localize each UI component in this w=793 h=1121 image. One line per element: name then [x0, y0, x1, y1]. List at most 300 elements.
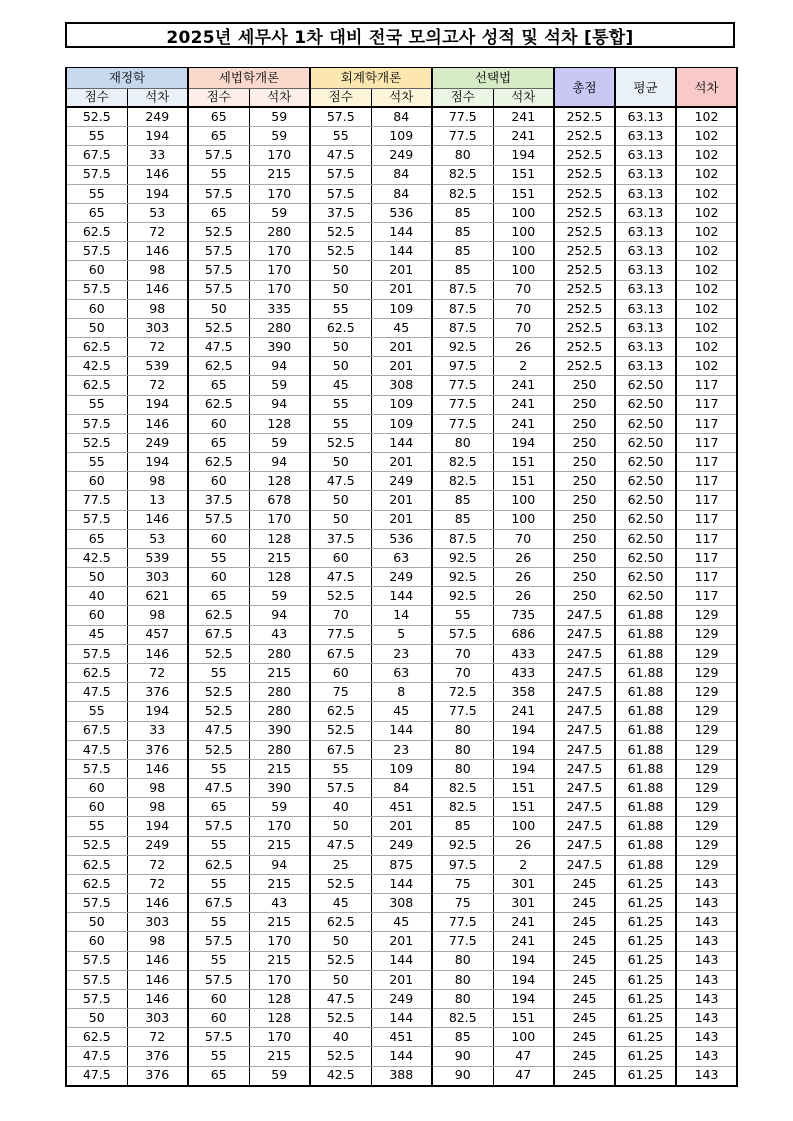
cell-accounting-score: 52.5: [310, 242, 371, 261]
cell-accounting-rank: 45: [371, 318, 432, 337]
cell-tax-law-rank: 390: [249, 338, 310, 357]
cell-elective-score: 90: [432, 1047, 493, 1066]
cell-tax-law-rank: 128: [249, 989, 310, 1008]
cell-public-finance-score: 57.5: [66, 242, 127, 261]
cell-public-finance-rank: 303: [127, 318, 188, 337]
cell-total-score: 247.5: [554, 836, 615, 855]
cell-average-score: 63.13: [615, 184, 676, 203]
cell-accounting-rank: 14: [371, 606, 432, 625]
subject-header-tax-law: 세법학개론: [188, 68, 310, 89]
cell-tax-law-score: 57.5: [188, 261, 249, 280]
cell-tax-law-score: 52.5: [188, 318, 249, 337]
cell-accounting-score: 55: [310, 395, 371, 414]
cell-overall-rank: 143: [676, 874, 737, 893]
cell-tax-law-rank: 59: [249, 433, 310, 452]
cell-tax-law-rank: 390: [249, 721, 310, 740]
cell-total-score: 250: [554, 414, 615, 433]
cell-average-score: 61.88: [615, 702, 676, 721]
cell-average-score: 61.88: [615, 740, 676, 759]
cell-average-score: 61.88: [615, 779, 676, 798]
cell-tax-law-rank: 215: [249, 836, 310, 855]
cell-public-finance-score: 60: [66, 299, 127, 318]
cell-total-score: 247.5: [554, 606, 615, 625]
cell-accounting-rank: 84: [371, 779, 432, 798]
cell-elective-rank: 100: [493, 242, 554, 261]
cell-public-finance-rank: 249: [127, 836, 188, 855]
cell-elective-rank: 151: [493, 798, 554, 817]
cell-elective-rank: 100: [493, 1028, 554, 1047]
cell-public-finance-rank: 146: [127, 759, 188, 778]
table-row: [66, 548, 737, 567]
cell-total-score: 250: [554, 510, 615, 529]
table-row: [66, 472, 737, 491]
score-subheader: 점수: [310, 89, 371, 108]
cell-public-finance-rank: 249: [127, 433, 188, 452]
cell-overall-rank: 117: [676, 376, 737, 395]
cell-tax-law-rank: 128: [249, 1009, 310, 1028]
cell-tax-law-score: 47.5: [188, 721, 249, 740]
cell-elective-rank: 735: [493, 606, 554, 625]
cell-average-score: 62.50: [615, 568, 676, 587]
cell-accounting-rank: 109: [371, 299, 432, 318]
cell-public-finance-score: 57.5: [66, 165, 127, 184]
cell-accounting-score: 50: [310, 453, 371, 472]
cell-elective-rank: 194: [493, 721, 554, 740]
cell-tax-law-score: 52.5: [188, 683, 249, 702]
cell-tax-law-score: 52.5: [188, 644, 249, 663]
cell-total-score: 252.5: [554, 299, 615, 318]
cell-public-finance-score: 52.5: [66, 433, 127, 452]
cell-accounting-score: 50: [310, 261, 371, 280]
cell-elective-score: 80: [432, 433, 493, 452]
cell-accounting-score: 67.5: [310, 644, 371, 663]
cell-tax-law-score: 67.5: [188, 894, 249, 913]
cell-tax-law-rank: 94: [249, 606, 310, 625]
cell-overall-rank: 117: [676, 491, 737, 510]
cell-tax-law-rank: 170: [249, 1028, 310, 1047]
cell-elective-rank: 194: [493, 970, 554, 989]
cell-tax-law-score: 60: [188, 568, 249, 587]
cell-public-finance-rank: 303: [127, 1009, 188, 1028]
cell-public-finance-score: 67.5: [66, 721, 127, 740]
cell-elective-rank: 151: [493, 779, 554, 798]
cell-overall-rank: 102: [676, 184, 737, 203]
cell-public-finance-rank: 146: [127, 510, 188, 529]
cell-accounting-score: 62.5: [310, 702, 371, 721]
cell-public-finance-rank: 194: [127, 184, 188, 203]
cell-public-finance-rank: 33: [127, 146, 188, 165]
cell-elective-rank: 241: [493, 395, 554, 414]
cell-elective-rank: 433: [493, 644, 554, 663]
cell-public-finance-score: 47.5: [66, 1066, 127, 1086]
cell-elective-rank: 26: [493, 548, 554, 567]
table-row: [66, 299, 737, 318]
cell-accounting-score: 57.5: [310, 107, 371, 127]
cell-total-score: 252.5: [554, 165, 615, 184]
cell-public-finance-rank: 539: [127, 357, 188, 376]
cell-accounting-rank: 201: [371, 817, 432, 836]
cell-elective-rank: 241: [493, 127, 554, 146]
cell-elective-score: 85: [432, 203, 493, 222]
cell-average-score: 61.88: [615, 625, 676, 644]
cell-tax-law-rank: 94: [249, 453, 310, 472]
cell-accounting-score: 62.5: [310, 913, 371, 932]
cell-accounting-score: 47.5: [310, 568, 371, 587]
cell-public-finance-rank: 194: [127, 127, 188, 146]
cell-overall-rank: 129: [676, 702, 737, 721]
cell-accounting-score: 52.5: [310, 223, 371, 242]
cell-accounting-rank: 144: [371, 587, 432, 606]
cell-average-score: 63.13: [615, 338, 676, 357]
cell-accounting-score: 50: [310, 932, 371, 951]
cell-tax-law-rank: 390: [249, 779, 310, 798]
cell-total-score: 247.5: [554, 702, 615, 721]
cell-accounting-rank: 63: [371, 663, 432, 682]
cell-average-score: 63.13: [615, 318, 676, 337]
cell-total-score: 250: [554, 433, 615, 452]
cell-public-finance-score: 55: [66, 702, 127, 721]
cell-total-score: 247.5: [554, 683, 615, 702]
cell-accounting-score: 55: [310, 414, 371, 433]
cell-elective-score: 77.5: [432, 376, 493, 395]
cell-average-score: 62.50: [615, 414, 676, 433]
cell-tax-law-rank: 215: [249, 663, 310, 682]
cell-tax-law-rank: 59: [249, 587, 310, 606]
cell-accounting-score: 57.5: [310, 165, 371, 184]
table-row: [66, 529, 737, 548]
cell-tax-law-score: 65: [188, 203, 249, 222]
cell-public-finance-rank: 72: [127, 1028, 188, 1047]
table-row: [66, 338, 737, 357]
cell-accounting-score: 47.5: [310, 989, 371, 1008]
cell-average-score: 62.50: [615, 395, 676, 414]
cell-public-finance-rank: 13: [127, 491, 188, 510]
cell-public-finance-rank: 457: [127, 625, 188, 644]
cell-public-finance-rank: 621: [127, 587, 188, 606]
cell-public-finance-rank: 303: [127, 913, 188, 932]
cell-public-finance-score: 60: [66, 261, 127, 280]
cell-elective-rank: 686: [493, 625, 554, 644]
cell-accounting-score: 37.5: [310, 203, 371, 222]
cell-tax-law-score: 62.5: [188, 855, 249, 874]
cell-overall-rank: 102: [676, 146, 737, 165]
cell-elective-score: 80: [432, 970, 493, 989]
cell-elective-score: 82.5: [432, 453, 493, 472]
cell-accounting-rank: 144: [371, 223, 432, 242]
cell-accounting-score: 45: [310, 894, 371, 913]
cell-public-finance-rank: 194: [127, 702, 188, 721]
table-row: [66, 357, 737, 376]
cell-accounting-rank: 201: [371, 970, 432, 989]
table-row: [66, 913, 737, 932]
cell-accounting-score: 75: [310, 683, 371, 702]
cell-accounting-rank: 201: [371, 357, 432, 376]
cell-elective-rank: 151: [493, 472, 554, 491]
cell-accounting-rank: 201: [371, 280, 432, 299]
table-row: [66, 606, 737, 625]
cell-public-finance-score: 50: [66, 913, 127, 932]
cell-elective-score: 77.5: [432, 127, 493, 146]
cell-elective-score: 80: [432, 759, 493, 778]
cell-tax-law-rank: 215: [249, 759, 310, 778]
cell-overall-rank: 129: [676, 740, 737, 759]
cell-overall-rank: 143: [676, 913, 737, 932]
cell-overall-rank: 129: [676, 855, 737, 874]
cell-public-finance-rank: 98: [127, 261, 188, 280]
cell-public-finance-score: 40: [66, 587, 127, 606]
cell-public-finance-score: 47.5: [66, 1047, 127, 1066]
cell-average-score: 62.50: [615, 453, 676, 472]
cell-elective-rank: 26: [493, 338, 554, 357]
cell-tax-law-score: 62.5: [188, 606, 249, 625]
cell-tax-law-score: 65: [188, 376, 249, 395]
cell-elective-rank: 2: [493, 855, 554, 874]
cell-total-score: 252.5: [554, 318, 615, 337]
cell-accounting-rank: 63: [371, 548, 432, 567]
cell-accounting-score: 47.5: [310, 146, 371, 165]
page-title: 2025년 세무사 1차 대비 전국 모의고사 성적 및 석차 [통합]: [65, 22, 735, 48]
cell-tax-law-rank: 59: [249, 127, 310, 146]
cell-accounting-score: 40: [310, 1028, 371, 1047]
table-row: [66, 951, 737, 970]
cell-average-score: 61.25: [615, 951, 676, 970]
cell-tax-law-rank: 43: [249, 894, 310, 913]
table-row: [66, 433, 737, 452]
cell-elective-rank: 100: [493, 203, 554, 222]
cell-elective-score: 80: [432, 951, 493, 970]
cell-overall-rank: 117: [676, 548, 737, 567]
cell-tax-law-rank: 128: [249, 568, 310, 587]
cell-public-finance-rank: 98: [127, 472, 188, 491]
cell-public-finance-score: 50: [66, 1009, 127, 1028]
cell-elective-score: 57.5: [432, 625, 493, 644]
cell-average-score: 61.25: [615, 1047, 676, 1066]
cell-overall-rank: 117: [676, 568, 737, 587]
table-row: [66, 280, 737, 299]
cell-elective-rank: 241: [493, 376, 554, 395]
cell-tax-law-rank: 170: [249, 261, 310, 280]
table-row: [66, 644, 737, 663]
cell-tax-law-score: 57.5: [188, 242, 249, 261]
cell-total-score: 245: [554, 932, 615, 951]
cell-tax-law-score: 57.5: [188, 184, 249, 203]
cell-accounting-rank: 201: [371, 491, 432, 510]
cell-public-finance-rank: 33: [127, 721, 188, 740]
cell-tax-law-score: 60: [188, 472, 249, 491]
cell-public-finance-score: 60: [66, 472, 127, 491]
table-row: [66, 721, 737, 740]
cell-average-score: 63.13: [615, 223, 676, 242]
cell-accounting-score: 47.5: [310, 472, 371, 491]
cell-accounting-rank: 201: [371, 453, 432, 472]
cell-public-finance-score: 57.5: [66, 989, 127, 1008]
cell-total-score: 250: [554, 376, 615, 395]
cell-accounting-rank: 249: [371, 472, 432, 491]
cell-tax-law-score: 62.5: [188, 395, 249, 414]
cell-average-score: 63.13: [615, 107, 676, 127]
cell-average-score: 62.50: [615, 472, 676, 491]
cell-accounting-score: 55: [310, 299, 371, 318]
cell-average-score: 61.25: [615, 1028, 676, 1047]
cell-public-finance-score: 65: [66, 529, 127, 548]
cell-elective-score: 85: [432, 491, 493, 510]
cell-elective-score: 85: [432, 223, 493, 242]
cell-tax-law-score: 57.5: [188, 146, 249, 165]
table-row: [66, 491, 737, 510]
table-row: [66, 146, 737, 165]
cell-elective-score: 82.5: [432, 1009, 493, 1028]
cell-average-score: 61.88: [615, 721, 676, 740]
cell-average-score: 61.25: [615, 970, 676, 989]
cell-public-finance-rank: 376: [127, 740, 188, 759]
table-row: [66, 779, 737, 798]
cell-total-score: 247.5: [554, 740, 615, 759]
cell-elective-rank: 433: [493, 663, 554, 682]
cell-elective-rank: 26: [493, 568, 554, 587]
cell-tax-law-score: 62.5: [188, 453, 249, 472]
cell-elective-rank: 301: [493, 894, 554, 913]
average-header: 평균: [615, 68, 676, 108]
cell-elective-rank: 70: [493, 529, 554, 548]
cell-total-score: 250: [554, 587, 615, 606]
table-row: [66, 1028, 737, 1047]
cell-elective-rank: 241: [493, 932, 554, 951]
cell-accounting-rank: 201: [371, 338, 432, 357]
table-row: [66, 1009, 737, 1028]
cell-overall-rank: 143: [676, 1047, 737, 1066]
cell-elective-score: 77.5: [432, 913, 493, 932]
cell-tax-law-rank: 280: [249, 683, 310, 702]
cell-tax-law-rank: 335: [249, 299, 310, 318]
cell-overall-rank: 143: [676, 970, 737, 989]
cell-elective-rank: 194: [493, 433, 554, 452]
cell-public-finance-score: 57.5: [66, 951, 127, 970]
cell-tax-law-score: 52.5: [188, 702, 249, 721]
cell-overall-rank: 117: [676, 587, 737, 606]
cell-tax-law-score: 55: [188, 759, 249, 778]
cell-elective-rank: 241: [493, 107, 554, 127]
cell-elective-score: 87.5: [432, 318, 493, 337]
header-row-subjects: [66, 68, 737, 89]
cell-total-score: 252.5: [554, 184, 615, 203]
cell-tax-law-rank: 94: [249, 357, 310, 376]
cell-tax-law-score: 65: [188, 433, 249, 452]
cell-tax-law-rank: 215: [249, 165, 310, 184]
cell-total-score: 250: [554, 548, 615, 567]
cell-total-score: 250: [554, 568, 615, 587]
cell-public-finance-rank: 72: [127, 663, 188, 682]
cell-tax-law-rank: 170: [249, 242, 310, 261]
cell-average-score: 63.13: [615, 280, 676, 299]
cell-elective-score: 87.5: [432, 280, 493, 299]
cell-public-finance-score: 62.5: [66, 855, 127, 874]
table-row: [66, 587, 737, 606]
cell-accounting-rank: 84: [371, 107, 432, 127]
cell-elective-rank: 358: [493, 683, 554, 702]
cell-tax-law-rank: 170: [249, 184, 310, 203]
cell-tax-law-rank: 170: [249, 970, 310, 989]
cell-elective-rank: 100: [493, 817, 554, 836]
cell-tax-law-rank: 215: [249, 548, 310, 567]
table-row: [66, 510, 737, 529]
cell-elective-score: 82.5: [432, 184, 493, 203]
cell-elective-rank: 194: [493, 759, 554, 778]
cell-public-finance-score: 50: [66, 568, 127, 587]
cell-public-finance-score: 45: [66, 625, 127, 644]
cell-accounting-rank: 536: [371, 203, 432, 222]
cell-tax-law-rank: 170: [249, 817, 310, 836]
cell-public-finance-rank: 98: [127, 932, 188, 951]
cell-accounting-rank: 875: [371, 855, 432, 874]
cell-overall-rank: 102: [676, 338, 737, 357]
cell-accounting-rank: 84: [371, 184, 432, 203]
cell-average-score: 62.50: [615, 548, 676, 567]
rank-header: 석차: [676, 68, 737, 108]
cell-overall-rank: 102: [676, 127, 737, 146]
cell-elective-rank: 47: [493, 1047, 554, 1066]
cell-accounting-score: 40: [310, 798, 371, 817]
table-row: [66, 836, 737, 855]
cell-accounting-rank: 249: [371, 836, 432, 855]
cell-accounting-rank: 23: [371, 740, 432, 759]
cell-total-score: 245: [554, 1066, 615, 1086]
table-body: [66, 107, 737, 1086]
cell-tax-law-rank: 94: [249, 395, 310, 414]
cell-average-score: 63.13: [615, 261, 676, 280]
cell-accounting-rank: 109: [371, 395, 432, 414]
cell-elective-score: 80: [432, 740, 493, 759]
cell-total-score: 250: [554, 472, 615, 491]
table-row: [66, 970, 737, 989]
subject-header-elective: 선택법: [432, 68, 554, 89]
cell-average-score: 63.13: [615, 299, 676, 318]
cell-public-finance-rank: 72: [127, 338, 188, 357]
score-subheader: 점수: [188, 89, 249, 108]
table-row: [66, 759, 737, 778]
cell-accounting-rank: 308: [371, 894, 432, 913]
cell-tax-law-rank: 170: [249, 280, 310, 299]
cell-accounting-score: 50: [310, 280, 371, 299]
cell-average-score: 61.88: [615, 644, 676, 663]
cell-tax-law-score: 52.5: [188, 740, 249, 759]
cell-elective-score: 87.5: [432, 529, 493, 548]
cell-total-score: 250: [554, 453, 615, 472]
cell-average-score: 62.50: [615, 587, 676, 606]
cell-elective-score: 72.5: [432, 683, 493, 702]
cell-tax-law-score: 57.5: [188, 1028, 249, 1047]
table-row: [66, 625, 737, 644]
cell-average-score: 63.13: [615, 165, 676, 184]
cell-public-finance-rank: 72: [127, 874, 188, 893]
cell-accounting-score: 67.5: [310, 740, 371, 759]
subject-header-accounting: 회계학개론: [310, 68, 432, 89]
cell-average-score: 62.50: [615, 491, 676, 510]
cell-total-score: 245: [554, 894, 615, 913]
score-subheader: 점수: [66, 89, 127, 108]
table-row: [66, 107, 737, 127]
cell-public-finance-score: 57.5: [66, 414, 127, 433]
table-row: [66, 261, 737, 280]
cell-elective-rank: 47: [493, 1066, 554, 1086]
cell-tax-law-score: 65: [188, 1066, 249, 1086]
cell-total-score: 247.5: [554, 721, 615, 740]
cell-overall-rank: 129: [676, 606, 737, 625]
cell-tax-law-rank: 280: [249, 702, 310, 721]
cell-overall-rank: 129: [676, 683, 737, 702]
cell-average-score: 61.88: [615, 663, 676, 682]
cell-tax-law-score: 65: [188, 107, 249, 127]
cell-total-score: 247.5: [554, 817, 615, 836]
